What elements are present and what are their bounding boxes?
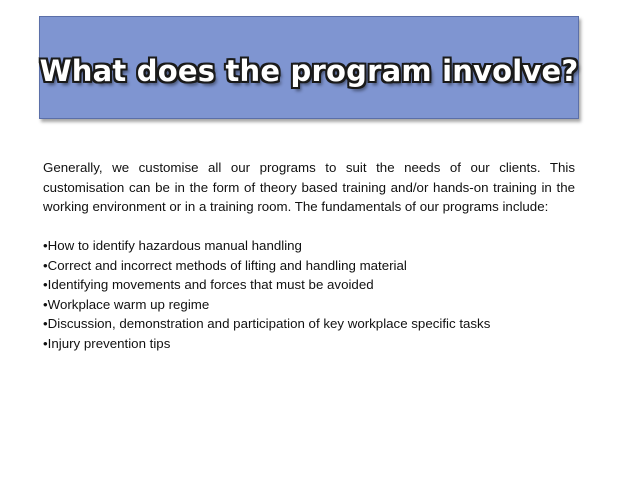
bullet-text: Workplace warm up regime <box>47 296 210 312</box>
bullet-text: Identifying movements and forces that must be avoided <box>47 277 374 292</box>
bullet-text: Discussion, demonstration and participation of key workplace specific tasks <box>47 316 491 331</box>
bullet-text: Correct and incorrect methods of lifting and handling material <box>47 257 407 273</box>
bullet-item <box>43 236 575 256</box>
bullet-item <box>43 256 575 276</box>
bullet-char: • <box>43 316 48 331</box>
bullet-item <box>43 295 575 315</box>
bullet-text: How to identify hazardous manual handling <box>47 238 302 253</box>
intro-paragraph: Generally, we customise all our programs to suit the needs of our clients. This customisation can be in the form of theory based training and/or hands-on training in the working environment or in a training room. The fundamentals of our programs include: <box>43 160 575 214</box>
bullet-list <box>43 236 575 353</box>
title-box <box>39 16 579 119</box>
slide-title: What does the program involve? <box>39 53 579 88</box>
bullet-char: • <box>43 238 48 253</box>
bullet-text: Injury prevention tips <box>47 335 171 351</box>
bullet-item <box>43 314 575 334</box>
bullet-char: • <box>43 296 48 312</box>
bullet-item <box>43 334 575 354</box>
slide-body <box>43 158 575 353</box>
bullet-item <box>43 275 575 295</box>
bullet-char: • <box>43 277 48 292</box>
bullet-char: • <box>43 335 48 351</box>
bullet-char: • <box>43 257 48 273</box>
